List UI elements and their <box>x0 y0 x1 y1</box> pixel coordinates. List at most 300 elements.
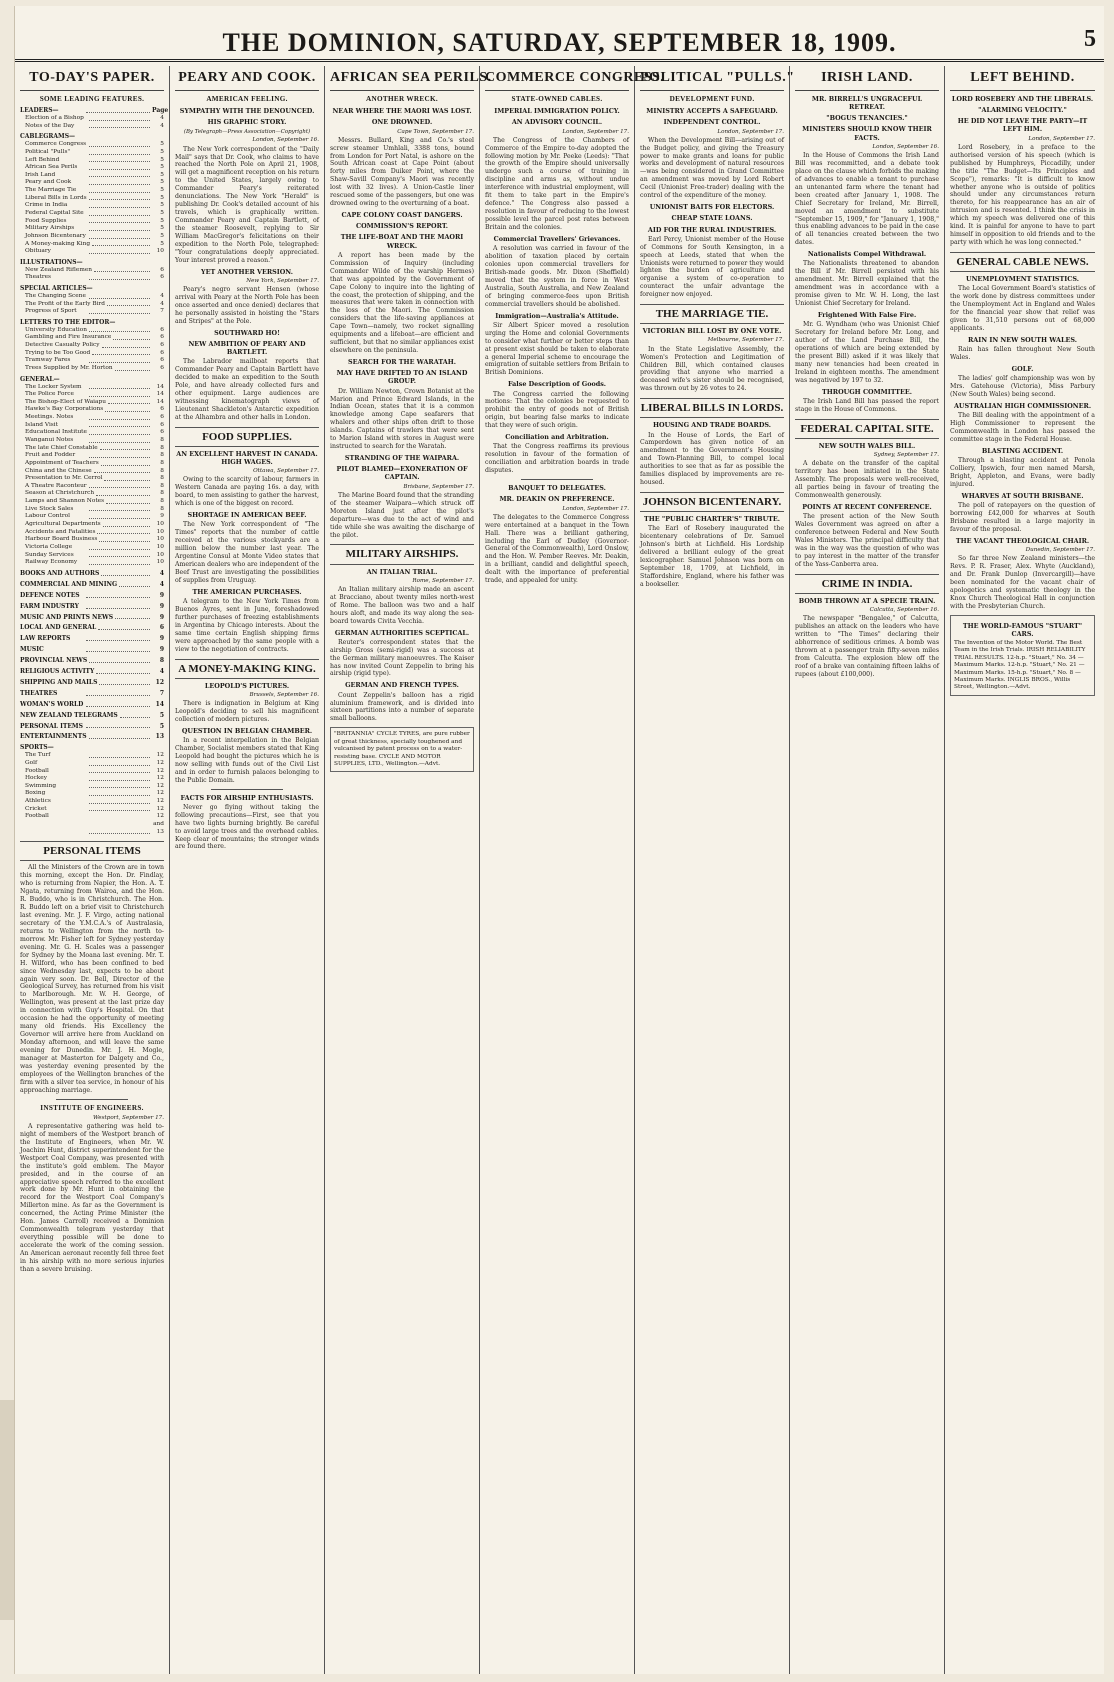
index-page-number: 9 <box>160 513 164 520</box>
index-entry <box>20 783 164 791</box>
index-page-number: 13 <box>155 733 164 741</box>
article-text: A resolution was carried in favour of the abolition of taxation placed by certain colonies upon commercial travellers for British-made goods. Mr. Dixon (Sheffield) moved that the system in force in West Australia, South Australia, and New Zealand of bringing commerce-fees upon British commercial travellers should be abolished. <box>485 245 629 308</box>
index-entry <box>20 319 164 327</box>
column-african-sea-perils <box>325 66 492 1674</box>
leader-dots <box>89 225 151 231</box>
index-label: Presentation to Mr. Cerrol <box>25 475 103 482</box>
index-page-number: 12 <box>156 805 164 812</box>
dateline: Sydney, September 17. <box>873 452 939 459</box>
column-peary-and-cook <box>170 66 325 1674</box>
index-page-number: 5 <box>160 209 164 216</box>
index-page-number: 4 <box>160 300 164 307</box>
index-label: Food Supplies <box>25 217 67 224</box>
leader-dots <box>101 460 150 466</box>
index-entry <box>20 760 164 768</box>
subheading: THE LIFE-BOAT AND THE MAORI WRECK. <box>340 233 464 250</box>
index-page-number: 8 <box>160 444 164 451</box>
index-entry <box>20 559 164 567</box>
index-page-number: 6 <box>160 334 164 341</box>
column-heading: AFRICAN SEA PERILS. <box>330 69 474 91</box>
index-page-number: 10 <box>156 543 164 550</box>
leader-dots <box>92 241 150 247</box>
index-entry <box>20 536 164 544</box>
leader-dots <box>89 123 151 129</box>
index-entry <box>20 391 164 399</box>
index-label: LAW REPORTS <box>20 635 71 643</box>
index-label: The Police Force <box>25 391 74 398</box>
index-entry <box>20 490 164 498</box>
index-entry <box>20 241 164 249</box>
subheading: UNIONIST BAITS FOR ELECTORS. <box>649 203 775 212</box>
article-text: The Congress carried the following motions: That the colonies be requested to prohibit the entry of goods not of British origin, but bearing false marks to indicate that they were of such origin. <box>485 390 629 430</box>
dateline: New York, September 17. <box>246 277 319 284</box>
index-page-number: 6 <box>159 624 164 632</box>
article-text: Reuter's correspondent states that the airship Gross (semi-rigid) was a success at the German military manoeuvres. The Kaiser has now invited Count Zeppelin to bring his airship (rigid type). <box>330 638 474 678</box>
leader-dots <box>89 357 151 363</box>
index-page-number: 14 <box>155 700 164 708</box>
index-entry <box>20 107 169 115</box>
index-page-number: 10 <box>156 528 164 535</box>
index-entry <box>20 399 164 407</box>
index-entry <box>20 635 164 643</box>
article-text: The New York correspondent of the "Daily Mail" says that Dr. Cook, who claims to have reached the North Pole on April 21, 1908, will get a magnificent reception on his return to the United States, largely owing to Commander Peary's reiterated denunciations. The New York "Herald" is publishing Dr. Cook's detailed account of his travels, which is graphically written. Commander Peary and Captain Bartlett, of the steamer Roosevelt, replying to Sir William MacGregor's felicitations on their expedition to the North Pole, telegraphed: "Your congratulations deeply appreciated. Your interest proved a reason." <box>175 145 319 264</box>
index-label: Left Behind <box>25 156 60 163</box>
index-label: ENTERTAINMENTS <box>20 733 87 741</box>
divider <box>521 479 593 480</box>
article-text: The poll of ratepayers on the question of borrowing £42,000 for wharves at South Brisbane resulted in a large majority in favour of the proposal. <box>950 502 1095 533</box>
subheading: AMERICAN FEELING. <box>206 94 288 103</box>
index-label: DEFENCE NOTES <box>20 591 80 599</box>
index-entry <box>20 259 164 267</box>
subheading: NEW SOUTH WALES BILL. <box>818 441 916 450</box>
index-entry <box>20 376 164 384</box>
index-entry <box>20 342 164 350</box>
index-entry <box>20 483 164 491</box>
index-entry <box>20 384 164 392</box>
leader-dots <box>89 452 151 458</box>
article-text: Through a blasting accident at Penola Colliery, Ipswich, four men named Marsh, Bright, Appleton, and Evans, were badly injured. <box>950 457 1095 488</box>
leader-dots <box>92 350 150 356</box>
leader-dots <box>106 498 150 504</box>
index-page-number: 4 <box>159 569 164 577</box>
leader-dots <box>89 115 151 121</box>
index-page-number: 6 <box>160 266 164 273</box>
index-label: Appointment of Teachers <box>25 459 99 466</box>
article-text: The Congress of the Chambers of Commerce of the Empire to-day adopted the following motion by Mr. Peeke (Leeds): "That the growth of the Empire should universally undergo such a course of training in discipline and arms as, without undue interference with industrial employment, will fit them to take part in the Empire's defence." The Congress also passed a resolution in favour of reducing to the lowest possible level the parcel post rates between Britain and the colonies. <box>485 136 629 231</box>
index-label: Meetings. Notes <box>25 414 74 421</box>
index-entry <box>20 460 164 468</box>
index-label: Hockey <box>25 775 48 782</box>
index-label: The Locker System <box>25 383 82 390</box>
index-page-number: 4 <box>160 115 164 122</box>
index-entry <box>20 646 164 654</box>
subheading: Nationalists Compel Withdrawal. <box>807 250 927 259</box>
index-entry <box>20 544 164 552</box>
article-text: The Marine Board found that the stranding of the steamer Waipara—which struck off Moreton Island just after the pilot's departure—was due to the act of wind and tide while she was awaiting the discharge of the pilot. <box>330 491 474 539</box>
index-entry <box>20 733 164 741</box>
subheading: COMMISSION'S REPORT. <box>356 222 448 231</box>
article-text: The Earl of Rosebery inaugurated the bicentenary celebrations of Dr. Samuel Johnson's birth at Lichfield. His Lordship delivered a brilliant eulogy of the great lexicographer. Samuel Johnson was born on September 18, 1709, at Lichfield, in Staffordshire, England, where his father was a bookseller. <box>640 525 784 588</box>
column-heading: TO-DAY'S PAPER. <box>20 69 164 91</box>
article-text: Dr. William Newton, Crown Botanist at the Marion and Prince Edward Islands, in the Indian Ocean, states that it is a common knowledge among Cape seafarers that whalers and other ships often drift to those islands. Captains of trawlers that were sent to Marion Island with stores in August were instructed to search for the Waratah. <box>330 387 474 451</box>
index-page-number: 8 <box>160 482 164 489</box>
index-page-number: 5 <box>159 722 164 730</box>
article-text: Messrs. Bullard, King and Co.'s steel screw steamer Umhlali, 3388 tons, bound from London for Port Natal, is ashore on the South African coast at Cape Point (about forty miles from Duiker Point, where the Shaw-Savill Company's Maori was recently lost with 32 lives). A Union-Castle liner rescued some of the passengers, but one was drowned owing to the overturning of a boat. <box>330 136 474 208</box>
subheading: INSTITUTE OF ENGINEERS. <box>40 1103 144 1112</box>
index-page-number: 5 <box>160 194 164 201</box>
index-page-number: 5 <box>160 217 164 224</box>
index-entry <box>20 179 164 187</box>
index-entry <box>20 202 164 210</box>
index-label: CABLEGRAMS— <box>20 133 76 141</box>
index-label: Irish Land <box>25 171 56 178</box>
dateline: Cape Town, September 17. <box>397 128 474 135</box>
dateline: London, September 16. <box>872 143 939 150</box>
newspaper-page <box>14 6 1104 1674</box>
leader-dots <box>89 172 151 178</box>
column-todays-paper <box>15 66 170 1674</box>
index-page-number: 12 <box>156 759 164 766</box>
subheading: Conciliation and Arbitration. <box>505 433 609 442</box>
index-entry <box>20 164 164 172</box>
leader-dots <box>89 218 151 224</box>
advertisement <box>950 615 1095 696</box>
section-heading: FOOD SUPPLIES. <box>175 427 319 447</box>
subheading: POINTS AT RECENT CONFERENCE. <box>802 502 932 511</box>
index-entry <box>20 187 164 195</box>
index-entry <box>20 690 164 698</box>
index-label: Obituary <box>25 248 51 255</box>
index-label: Hawke's Bay Corporations <box>25 406 104 413</box>
subheading: Immigration—Australia's Attitude. <box>495 311 619 320</box>
index-entry <box>20 570 164 578</box>
index-entry <box>20 521 164 529</box>
index-label: SPORTS— <box>20 744 54 752</box>
index-page-number: 10 <box>156 559 164 566</box>
article-text: The New York correspondent of "The Times" reports that the number of cattle received at the various stockyards are a million below the number last year. The Argentine Consul at Monte Video states that American dealers who are independent of the Beef Trust are investigating the possibilities of supplies from Uruguay. <box>175 521 319 584</box>
index-entry <box>20 365 164 373</box>
leader-dots <box>99 536 150 542</box>
subheading: LORD ROSEBERY AND THE LIBERALS. <box>951 94 1094 103</box>
article-text: That the Congress reaffirms its previous resolution in favour of the formation of conciliation and arbitration boards in trade disputes. <box>485 443 629 475</box>
column-irish-land <box>790 66 945 1674</box>
subheading: RAIN IN NEW SOUTH WALES. <box>968 335 1077 344</box>
leader-dots <box>89 783 151 789</box>
masthead-title: THE DOMINION, SATURDAY, SEPTEMBER 18, 1909. <box>222 28 897 57</box>
leader-dots <box>86 603 150 609</box>
leader-dots <box>89 157 151 163</box>
index-label: PERSONAL ITEMS <box>20 722 83 730</box>
index-label: Accidents and Fatalities <box>25 528 96 535</box>
leader-dots <box>89 248 151 254</box>
index-page-number: 6 <box>160 429 164 436</box>
page-edge-shadow <box>0 1400 14 1620</box>
index-entry <box>20 195 164 203</box>
index-label: Labour Control <box>25 513 70 520</box>
column-heading: PEARY AND COOK. <box>175 69 319 91</box>
masthead <box>15 6 1104 62</box>
leader-dots <box>89 775 151 781</box>
dateline: Westport, September 17. <box>93 1114 164 1121</box>
index-entry <box>20 790 164 798</box>
leader-dots <box>89 790 151 796</box>
index-entry <box>20 668 164 676</box>
index-entry <box>20 768 164 776</box>
subheading: "ALARMING VELOCITY." <box>978 106 1067 115</box>
index-label: SPECIAL ARTICLES— <box>20 285 93 293</box>
article-text: The Labrador mailboat reports that Commander Peary and Captain Bartlett have decided to make an expedition to the South Pole, and have already collected furs and other equipment. Large audiences are witnessing kinematograph views of Lieutenant Shackleton's Antarctic expedition at the Alhambra and other halls in London. <box>175 358 319 421</box>
article-text: All the Ministers of the Crown are in town this morning, except the Hon. Dr. Findlay, who is returning from Napier, the Hon. A. T. Ngata, returning from Wairoa, and the Hon. R. Buddo, who is in Christchurch. The Hon. R. Buddo left on a brief visit to Christchurch last evening. Mr. J. F. Virgo, acting national secretary of the Y.M.C.A.'s of Australasia, returns to Wellington from the north to-morrow. Mr. Fisher left for Sydney yesterday evening. Mr. G. H. Scales was a passenger for Sydney by the Moana last evening. Mr. T. H. Wilford, who has been confined to bed since Wednesday last, expects to be about again very soon. Dr. Bell, Director of the Geological Survey, has returned from his visit to Marlborough. Mr. W. H. George, of Wellington, was present at the last prize day in connection with Guy's Hospital. On that occasion he had the opportunity of meeting many old friends. His Excellency the Governor will arrive here from Auckland on Monday afternoon, and will leave the same evening for Dunedin. Mr. J. H. Mogle, manager at Masterton for Dalgety and Co., was yesterday evening presented by the employees of the Wellington branches of the firm with a silver tea service, in honour of his approaching marriage. <box>20 864 164 1094</box>
dateline: Melbourne, September 17. <box>707 337 784 344</box>
leader-dots <box>101 570 150 576</box>
index-label: SHIPPING AND MAILS <box>20 678 98 686</box>
subheading: Commercial Travellers' Grievances. <box>493 234 621 243</box>
subheading: LEOPOLD'S PICTURES. <box>204 681 290 690</box>
index-page-number: 9 <box>159 635 164 643</box>
subheading: FACTS FOR AIRSHIP ENTHUSIASTS. <box>180 793 314 802</box>
article-text: Rain has fallen throughout New South Wales. <box>950 346 1095 362</box>
section-heading: A MONEY-MAKING KING. <box>175 659 319 679</box>
article-text: So far three New Zealand ministers—the Revs. P. R. Fraser, Alex. Whyte (Auckland), and Dr. Frank Dunlop (Invercargill)—have been nominated for the vacant chair of apologetics and systematic theology in the Knox Church Theological Hall in conjunction with the Presbyterian Church. <box>950 555 1095 610</box>
index-entry <box>20 445 164 453</box>
article-text: Sir Albert Spicer moved a resolution urging the Home and colonial Governments to consider what further or better steps than at present exist should be taken to elaborate a general Imperial scheme to encourage the emigration of suitable settlers from Britain to British Dominions. <box>485 321 629 377</box>
article-text: The ladies' golf championship was won by Mrs. Gatehouse (Victoria), Miss Parbury (New South Wales) being second. <box>950 375 1095 399</box>
article-text: A debate on the transfer of the capital territory has been initiated in the State Assembly. The proposals were well-received, all parties being in favour of treating the Commonwealth generously. <box>795 460 939 499</box>
index-page-number: 8 <box>160 490 164 497</box>
leader-dots <box>107 301 150 307</box>
leader-dots <box>89 752 151 758</box>
index-entry <box>20 437 164 445</box>
subheading: "BOGUS TENANCIES." <box>826 114 908 123</box>
subheading: UNEMPLOYMENT STATISTICS. <box>966 275 1079 284</box>
leader-dots <box>89 274 151 280</box>
index-page-number: 6 <box>160 406 164 413</box>
index-label: COMMERCIAL AND MINING <box>20 580 118 588</box>
index-entry <box>20 218 164 226</box>
leader-dots <box>89 233 151 239</box>
subheading: DEVELOPMENT FUND. <box>669 94 755 103</box>
index-label: New Zealand Riflemen <box>25 266 92 273</box>
index-label: THEATRES <box>20 689 58 697</box>
dateline: Calcutta, September 16. <box>869 606 939 613</box>
index-page-number: 6 <box>160 414 164 421</box>
index-page-number: 9 <box>159 613 164 621</box>
index-entry <box>20 798 164 806</box>
article-text: In a recent interpellation in the Belgian Chamber, Socialist members stated that King Leopold had bought the pictures which he is now selling with funds out of the Civil List and in order to furnish palaces belonging to the Public Domain. <box>175 736 319 784</box>
leader-dots <box>89 141 151 147</box>
index-page-number: 9 <box>159 602 164 610</box>
index-label: Boxing <box>25 790 46 797</box>
leader-dots <box>89 422 151 428</box>
index-page-number: 5 <box>160 148 164 155</box>
article-text: An Italian military airship made an ascent at Bracciano, about twenty miles north-west of Rome. The balloon was two and a half hours aloft, and made its way along the sea-board towards Civita Vecchia. <box>330 585 474 625</box>
index-label: BOOKS AND AUTHORS <box>20 569 100 577</box>
subheading: SEARCH FOR THE WARATAH. <box>348 358 456 367</box>
index-label: Educational Institute <box>25 429 87 436</box>
index-page-number: 6 <box>160 364 164 371</box>
article-text: Never go flying without taking the following precautions—First, see that you have two lights burning brightly. Be careful to avoid large trees and the overhead cables. Keep clear of mountains; the stronger winds are found there. <box>175 803 319 851</box>
index-entry <box>20 498 164 506</box>
index-entry <box>20 133 164 141</box>
index-page-number: 5 <box>160 202 164 209</box>
subheading: CHEAP STATE LOANS. <box>671 214 753 223</box>
leader-dots <box>89 768 151 774</box>
subheading: AUSTRALIAN HIGH COMMISSIONER. <box>953 401 1092 410</box>
subheading: HOUSING AND TRADE BOARDS. <box>652 421 772 430</box>
index-entry <box>20 475 164 483</box>
index-label: Notes of the Day <box>25 122 75 129</box>
index-label: PROVINCIAL NEWS <box>20 657 88 665</box>
article-text: Peary's negro servant Hensen (whose arrival with Peary at the North Pole has been once asserted and once denied) declares that he personally assisted in hoisting the "Stars and Stripes" at the Pole. <box>175 285 319 325</box>
index-label: Harbour Board Business <box>25 536 98 543</box>
index-entry <box>20 806 164 814</box>
index-entry <box>20 141 164 149</box>
index-label: Johnson Bicentenary <box>25 232 86 239</box>
leader-dots <box>89 164 151 170</box>
index-entry <box>20 452 164 460</box>
leader-dots <box>89 293 151 299</box>
article-text: A telegram to the New York Times from Buenos Ayres, sent in June, foreshadowed further purchases of freezing establishments in Argentina by Chicago interests. About the same time certain English shipping firms were approached by the same people with a view to the negotiation of contracts. <box>175 597 319 653</box>
index-label: Tramway Fares <box>25 357 71 364</box>
leader-dots <box>96 668 150 674</box>
index-page-number: 6 <box>160 421 164 428</box>
leader-dots <box>89 760 151 766</box>
dateline: Brisbane, September 17. <box>403 483 474 490</box>
dateline: London, September 17. <box>562 128 629 135</box>
index-label: A Theatre Raconteur <box>25 482 87 489</box>
index-entry <box>20 248 164 256</box>
index-label: Railway Economy <box>25 559 78 566</box>
leader-dots <box>89 179 151 185</box>
leader-dots <box>120 712 150 718</box>
index-entry <box>20 813 164 836</box>
index-page-number: 4 <box>159 580 164 588</box>
index-entry <box>20 308 164 316</box>
subheading: INDEPENDENT CONTROL. <box>663 118 761 127</box>
article-text: The Nationalists threatened to abandon the Bill if Mr. Birrell persisted with his amendment. Mr. Birrell explained that the amendment was in accordance with a promise given to Mr. W. H. Long, the last Unionist Chief Secretary for Ireland. <box>795 260 939 308</box>
index-label: Trees Supplied by Mr. Horton <box>25 364 113 371</box>
index-label: RELIGIOUS ACTIVITY <box>20 668 95 676</box>
article-text: When the Development Bill—arising out of the Budget policy, and giving the Treasury power to make grants and loans for public works and development of natural resources—was being considered in Grand Committee an amendment was moved by Lord Robert Cecil (Unionist Free-trader) dealing with the control of the expenditure of the money. <box>640 136 784 200</box>
section-heading: THE MARRIAGE TIE. <box>640 304 784 324</box>
index-page-number: 9 <box>159 646 164 654</box>
dateline: London, September 17. <box>1028 135 1095 142</box>
index-entry <box>20 422 164 430</box>
index-label: Agricultural Departments <box>25 521 101 528</box>
index-label: Island Visit <box>25 421 58 428</box>
index-page-number: 10 <box>156 536 164 543</box>
subheading: WHARVES AT SOUTH BRISBANE. <box>961 491 1084 500</box>
index-entry <box>20 149 164 157</box>
subheading: BOMB THROWN AT A SPECIE TRAIN. <box>798 596 936 605</box>
subheading: QUESTION IN BELGIAN CHAMBER. <box>181 726 313 735</box>
subheading: YET ANOTHER VERSION. <box>201 267 293 276</box>
index-entry <box>20 701 164 709</box>
page-number: 5 <box>1084 26 1096 52</box>
index-label: A Money-making King <box>25 240 91 247</box>
index-page-number: 5 <box>160 179 164 186</box>
index-label: NEW ZEALAND TELEGRAMS <box>20 711 118 719</box>
leader-dots <box>105 406 150 412</box>
article-text: The newspaper "Bengalee," of Calcutta, publishes an attack on the leaders who have written to "The Times" declaring their abhorrence of seditious crimes. A bomb was thrown at a passenger train fifty-seven miles from Calcutta. The explosion blew off the roof of a brake van containing fifteen lakhs of rupees (about £100,000). <box>795 615 939 678</box>
column-political-pulls <box>635 66 795 1674</box>
index-entry <box>20 172 164 180</box>
index-label: Peary and Cook <box>25 179 72 186</box>
subheading: SYMPATHY WITH THE DENOUNCED. <box>179 107 315 116</box>
leader-dots <box>89 733 150 739</box>
leader-dots <box>89 429 150 435</box>
subheading: MR. DEAKIN ON PREFERENCE. <box>499 495 615 504</box>
index-page-number: 5 <box>160 164 164 171</box>
leader-dots <box>89 657 150 663</box>
leader-dots <box>89 210 151 216</box>
index-label: Election of a Bishop <box>25 115 84 122</box>
index-page-number: 5 <box>160 171 164 178</box>
leader-dots <box>94 267 150 273</box>
leader-dots <box>94 468 150 474</box>
index-page-number: 12 <box>156 752 164 759</box>
column-heading: POLITICAL "PULLS." <box>640 69 784 91</box>
index-page-number: 12 <box>156 775 164 782</box>
index-label: Victoria College <box>25 543 73 550</box>
section-heading: LIBERAL BILLS IN LORDS. <box>640 398 784 418</box>
subheading: SOUTHWARD HO! <box>214 328 280 337</box>
index-entry <box>20 233 164 241</box>
index-page-number: 14 <box>156 391 164 398</box>
index-page-number: 5 <box>160 141 164 148</box>
article-text: The present action of the New South Wales Government was agreed on after a conference between Federal and New South Wales Ministers. The principal difficulty that was in the way was the question of who was to pay interest in the matter of the transfer of the Yass-Canberra area. <box>795 513 939 568</box>
press-credit: (By Telegraph—Press Association—Copyright) <box>183 128 311 135</box>
section-heading: MILITARY AIRSHIPS. <box>330 544 474 564</box>
index-label: Military Airships <box>25 225 75 232</box>
leader-dots <box>86 690 150 696</box>
leader-dots <box>89 414 151 420</box>
subheading: BLASTING ACCIDENT. <box>981 446 1064 455</box>
article-text: The Local Government Board's statistics of the work done by distress committees under the Unemployment Act in England and Wales for the financial year show that relief was given to 31,510 persons out of 68,000 applicants. <box>950 285 1095 332</box>
index-page-number: 10 <box>156 551 164 558</box>
leader-dots <box>86 723 150 729</box>
index-page-number: 6 <box>160 274 164 281</box>
leader-dots <box>89 195 150 201</box>
advertisement: "BRITANNIA" CYCLE TYRES, are pure rubber of great thickness, specially toughened and vulcanised by patent process on to a water-resisting base. CYCLE AND MOTOR SUPPLIES, LTD., Wellington.—Advt. <box>330 727 474 772</box>
index-label: The Turf <box>25 752 51 759</box>
index-page-number: 7 <box>160 308 164 315</box>
index-label: Progress of Sport <box>25 308 77 315</box>
index-entry <box>20 723 164 731</box>
dateline: Brussels, September 16. <box>249 691 319 698</box>
leader-dots <box>102 342 150 348</box>
subheading: THE "PUBLIC CHARTER'S" TRIBUTE. <box>643 515 781 524</box>
index-label: The Changing Scene <box>25 292 86 299</box>
index-page-number: 5 <box>160 187 164 194</box>
index-label: Gambling and Fire Insurance <box>25 334 112 341</box>
index-page-number: 10 <box>156 521 164 528</box>
article-text: The Bill dealing with the appointment of a High Commissioner to represent the Commonwealth in London has passed the committee stage in the Federal House. <box>950 412 1095 443</box>
column-left-behind <box>945 66 1100 1674</box>
index-page-number: 12 <box>156 782 164 789</box>
index-entry <box>20 414 164 422</box>
index-label: Detective Casualty Policy <box>25 342 100 349</box>
column-heading: IRISH LAND. <box>795 69 939 91</box>
index-entry <box>20 157 164 165</box>
subheading: MINISTRY ACCEPTS A SAFEGUARD. <box>646 107 778 116</box>
index-label: Swimming <box>25 782 57 789</box>
leader-dots <box>99 679 150 685</box>
index-page-number: 5 <box>160 156 164 163</box>
leader-dots <box>89 513 151 519</box>
index-label: The Marriage Tie <box>25 187 77 194</box>
index-entry <box>20 744 164 752</box>
